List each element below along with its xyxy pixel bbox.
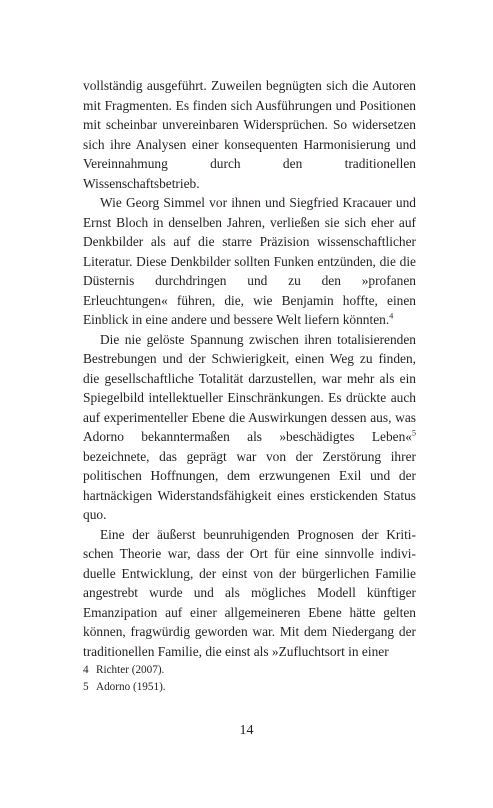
paragraph-text: Wie Georg Simmel vor ihnen und Siegfried Kracauer und Ernst Bloch in denselben Jahren, verließen sie sich eher auf Denkbilder als auf die starre Präzision wissenschaftlicher Literatur. Diese Denkbilder sollten Funken entzünden, die die Düsternis durchdringen und zu den »profanen Erleuchtungen« führen, die, wie Benjamin hoffte, einen Einblick in eine andere und bessere Welt liefern könnten.	[83, 195, 416, 327]
paragraph	[83, 76, 416, 193]
footnote	[83, 679, 416, 696]
footnote-number: 4	[83, 664, 89, 676]
footnotes	[83, 662, 416, 696]
page-number: 14	[239, 723, 254, 738]
paragraph-text: vollständig ausgeführt. Zuweilen begnügten sich die Autoren mit Fragmenten. Es finden sich Ausführungen und Positionen mit scheinbar unvereinbaren Widersprüchen. So widersetzen sich ihre Analysen einer konsequenten Harmonisierung und Vereinnahmung durch den traditionellen Wissenschaftsbetrieb.	[83, 78, 416, 191]
footnote-text: Richter (2007).	[96, 664, 165, 676]
paragraph	[83, 330, 416, 525]
paragraph-text: Eine der äußerst beunruhigenden Prognosen der Kritischen Theorie war, dass der Ort für eine sinnvolle individuelle Entwicklung, der einst von der bürgerlichen Familie angestrebt wurde und als mögliches Modell künftiger Emanzipation auf einer allgemeineren Ebene hätte gelten können, fragwürdig geworden war. Mit dem Niedergang der traditionellen Familie, die einst als »Zufluchtsort in einer	[83, 526, 416, 659]
paragraph-text: Die nie gelöste Spannung zwischen ihren totalisierenden Bestrebungen und der Schwierigkeit, einen Weg zu finden, die gesellschaftliche Totalität darzustellen, war mehr als ein Spiegelbild intellektueller Einschränkungen. Es drückte auch auf experimenteller Ebene die Auswirkungen dessen aus, was Adorno bekanntermaßen als »beschädigtes Leben«	[83, 331, 416, 444]
paragraph	[83, 525, 416, 662]
footnote	[83, 662, 416, 679]
body-text	[83, 76, 416, 661]
footnote-reference: 4	[389, 311, 394, 321]
footnote-number: 5	[83, 681, 89, 693]
paragraph-text: bezeichnete, das geprägt war von der Zerstörung ihrer politischen Hoffnungen, dem erzwungenen Exil und der hartnäckigen Widerstandsfähigkeit eines erstickenden Status quo.	[83, 448, 416, 522]
footnote-text: Adorno (1951).	[96, 681, 166, 693]
paragraph	[83, 193, 416, 330]
footnote-reference: 5	[412, 428, 416, 438]
